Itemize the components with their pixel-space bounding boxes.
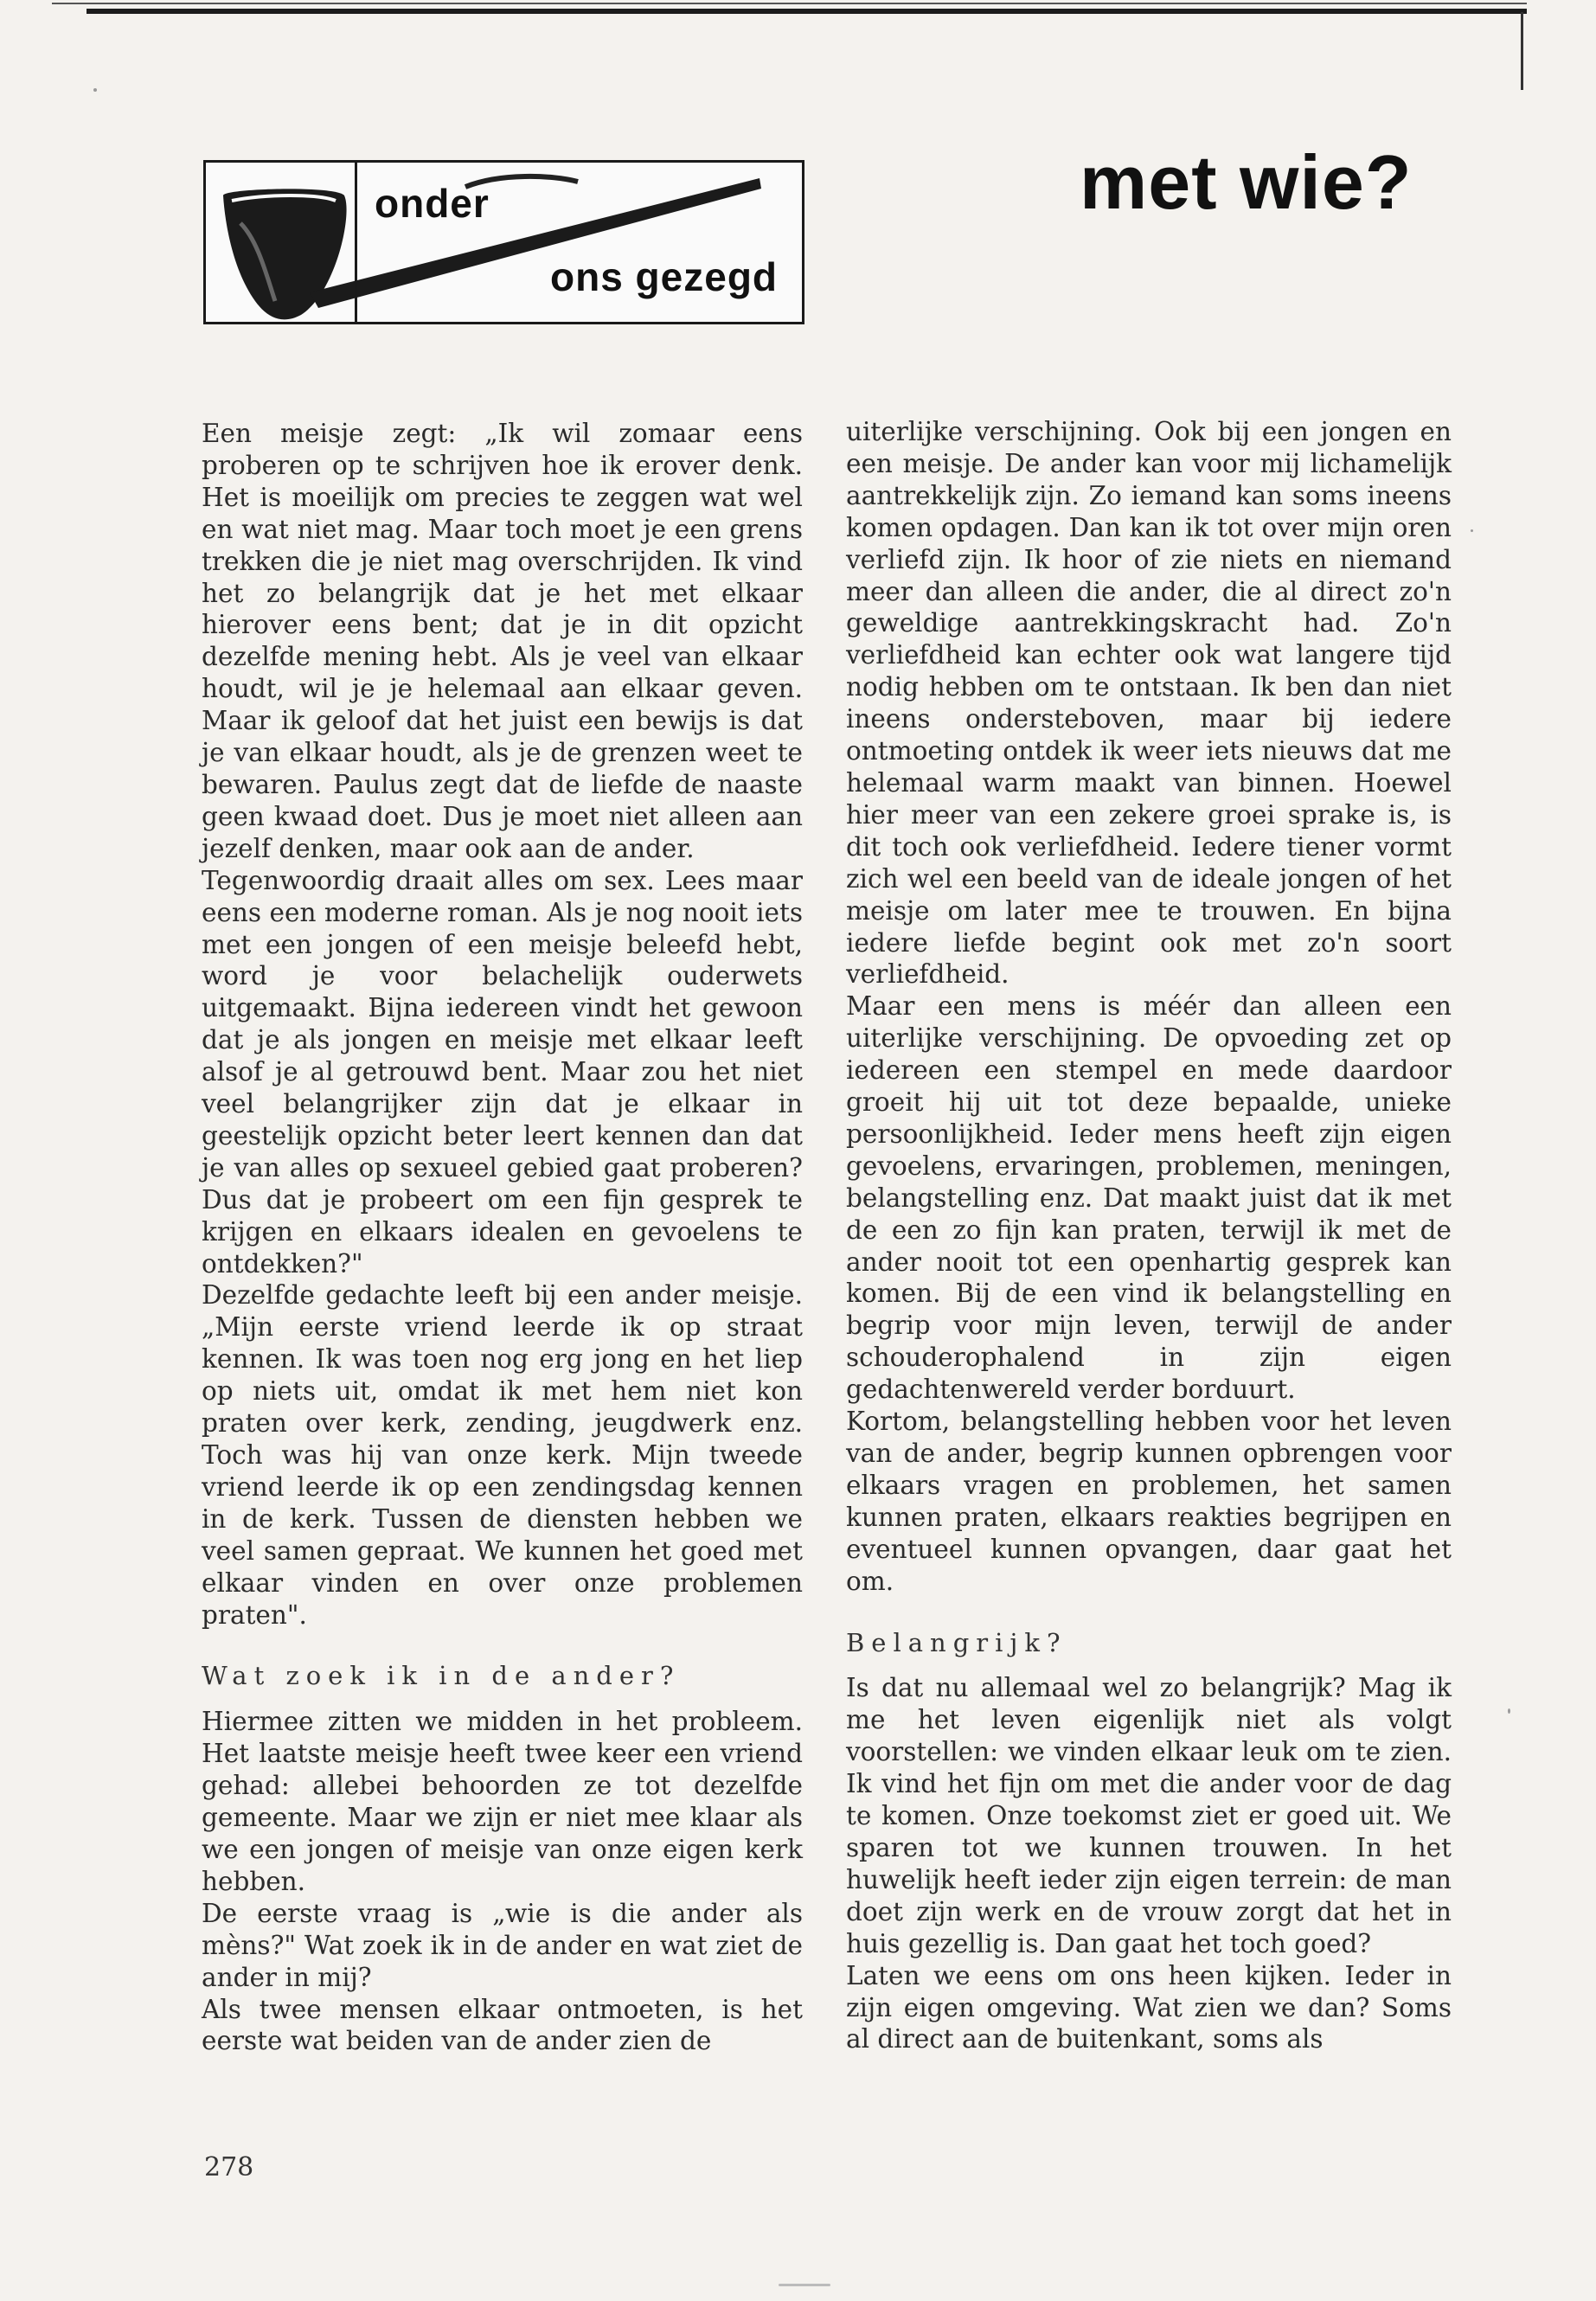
- paragraph: De eerste vraag is „wie is die ander als mèns?" Wat zoek ik in de ander en wat ziet de ander in mij?: [202, 1898, 803, 1992]
- paragraph: Als twee mensen elkaar ontmoeten, is het eerste wat beiden van de ander zien de: [202, 1994, 803, 2056]
- scan-speck: [779, 2284, 830, 2286]
- paragraph: Maar een mens is méér dan alleen een uiterlijke verschijning. De opvoeding zet op iedereen een stempel en mede daardoor groeit hij uit tot deze bepaalde, unieke persoonlijkheid. Ieder mens heeft zijn eigen gevoelens, ervaringen, problemen, meningen, belangstelling enz. Dat maakt juist dat ik met de een zo fijn kan praten, terwijl ik met de ander nooit tot een openhartig gesprek kan komen. Bij de een vind ik belangstelling en begrip voor mijn leven, terwijl de ander schouderophalend in zijn eigen gedachtenwereld verder borduurt.: [846, 991, 1452, 1405]
- paragraph: Kortom, belangstelling hebben voor het leven van de ander, begrip kunnen opbrengen voor elkaars vragen en problemen, het samen kunnen praten, elkaars reakties begrijpen en eventueel kunnen opvangen, daar gaat het om.: [846, 1407, 1452, 1596]
- subheading: Wat zoek ik in de ander?: [202, 1661, 681, 1691]
- paragraph: uiterlijke verschijning. Ook bij een jongen en een meisje. De ander kan voor mij lichamelijk aantrekkelijk zijn. Zo iemand kan soms ineens komen opdagen. Dan kan ik tot over mijn oren verliefd zijn. Ik hoor of zie niets en niemand meer dan alleen die ander, die al direct zo'n geweldige aantrekkingskracht had. Zo'n verliefdheid kan echter ook wat langere tijd nodig hebben om te ontstaan. Ik ben dan niet ineens ondersteboven, maar bij iedere ontmoeting ontdek ik weer iets nieuws dat me helemaal warm maakt van binnen. Hoewel hier meer van een zekere groei sprake is, is dit toch ook verliefdheid. Iedere tiener vormt zich wel een beeld van de ideale jongen of het meisje om later mee te trouwen. En bijna iedere liefde begint ook met zo'n soort verliefdheid.: [846, 417, 1452, 990]
- paragraph: Tegenwoordig draait alles om sex. Lees maar eens een moderne roman. Als je nog nooit iets met een jongen of een meisje beleefd hebt, word je voor belachelijk ouderwets uitgemaakt. Bijna iedereen vindt het gewoon dat je als jongen en meisje met elkaar leeft alsof je al getrouwd bent. Maar zou het niet veel belangrijker zijn dat je elkaar in geestelijk opzicht beter leert kennen dan dat je van alles op sexueel gebied gaat proberen? Dus dat je probeert om een fijn gesprek te krijgen en elkaars idealen en gevoelens te ontdekken?": [202, 865, 803, 1279]
- page-title: met wie?: [1080, 139, 1413, 225]
- paragraph: Laten we eens om ons heen kijken. Ieder in zijn eigen omgeving. Wat zien we dan? Soms al direct aan de buitenkant, soms als: [846, 1960, 1452, 2054]
- paragraph: Hiermee zitten we midden in het probleem. Het laatste meisje heeft twee keer een vriend gehad: allebei behoorden ze tot dezelfde gemeente. Maar we zijn er niet mee klaar als we een jongen of meisje van onze eigen kerk hebben.: [202, 1707, 803, 1896]
- top-rule-thin: [52, 3, 1527, 4]
- left-column: [202, 418, 803, 2057]
- page-number: 278: [204, 2152, 254, 2182]
- paragraph: Dezelfde gedachte leeft bij een ander meisje. „Mijn eerste vriend leerde ik op straat kennen. Ik was toen nog erg jong en het liep op niets uit, omdat ik met hem niet kon praten over kerk, zending, jeugdwerk enz. Toch was hij van onze kerk. Mijn tweede vriend leerde ik op een zendingsdag kennen in de kerk. Tussen de diensten hebben we veel samen gepraat. We kunnen het goed met elkaar vinden en over onze problemen praten".: [202, 1280, 803, 1630]
- logo-text-ons-gezegd: ons gezegd: [550, 254, 779, 299]
- top-rule: [87, 9, 1527, 14]
- paragraph: Is dat nu allemaal wel zo belangrijk? Mag ik me het leven eigenlijk niet als volgt voorstellen: we vinden elkaar leuk om te zien. Ik vind het fijn om met die ander voor de dag te komen. Onze toekomst ziet er goed uit. We sparen tot we kunnen trouwen. In het huwelijk heeft ieder zijn eigen terrein: de man doet zijn werk en de vrouw zorgt dat het in huis gezellig is. Dan gaat het toch goed?: [846, 1673, 1452, 1958]
- column-logo: [203, 160, 804, 324]
- scan-speck: [93, 88, 97, 92]
- paragraph: Een meisje zegt: „Ik wil zomaar eens proberen op te schrijven hoe ik erover denk. Het is moeilijk om precies te zeggen wat wel en wat niet mag. Maar toch moet je een grens trekken die je niet mag overschrijden. Ik vind het zo belangrijk dat je het met elkaar hierover eens bent; dat je in dit opzicht dezelfde mening hebt. Als je veel van elkaar houdt, wil je je helemaal aan elkaar geven. Maar ik geloof dat het juist een bewijs is dat je van elkaar houdt, als je de grenzen weet te bewaren. Paulus zegt dat de liefde de naaste geen kwaad doet. Dus je moet niet alleen aan jezelf denken, maar ook aan de ander.: [202, 419, 803, 863]
- right-column: [846, 416, 1452, 2055]
- subheading: Belangrijk?: [846, 1627, 1067, 1657]
- page-edge-mark: [1521, 12, 1523, 90]
- scan-speck: [1471, 529, 1473, 532]
- logo-text-onder: onder: [375, 181, 490, 226]
- scan-speck: [1508, 1708, 1510, 1714]
